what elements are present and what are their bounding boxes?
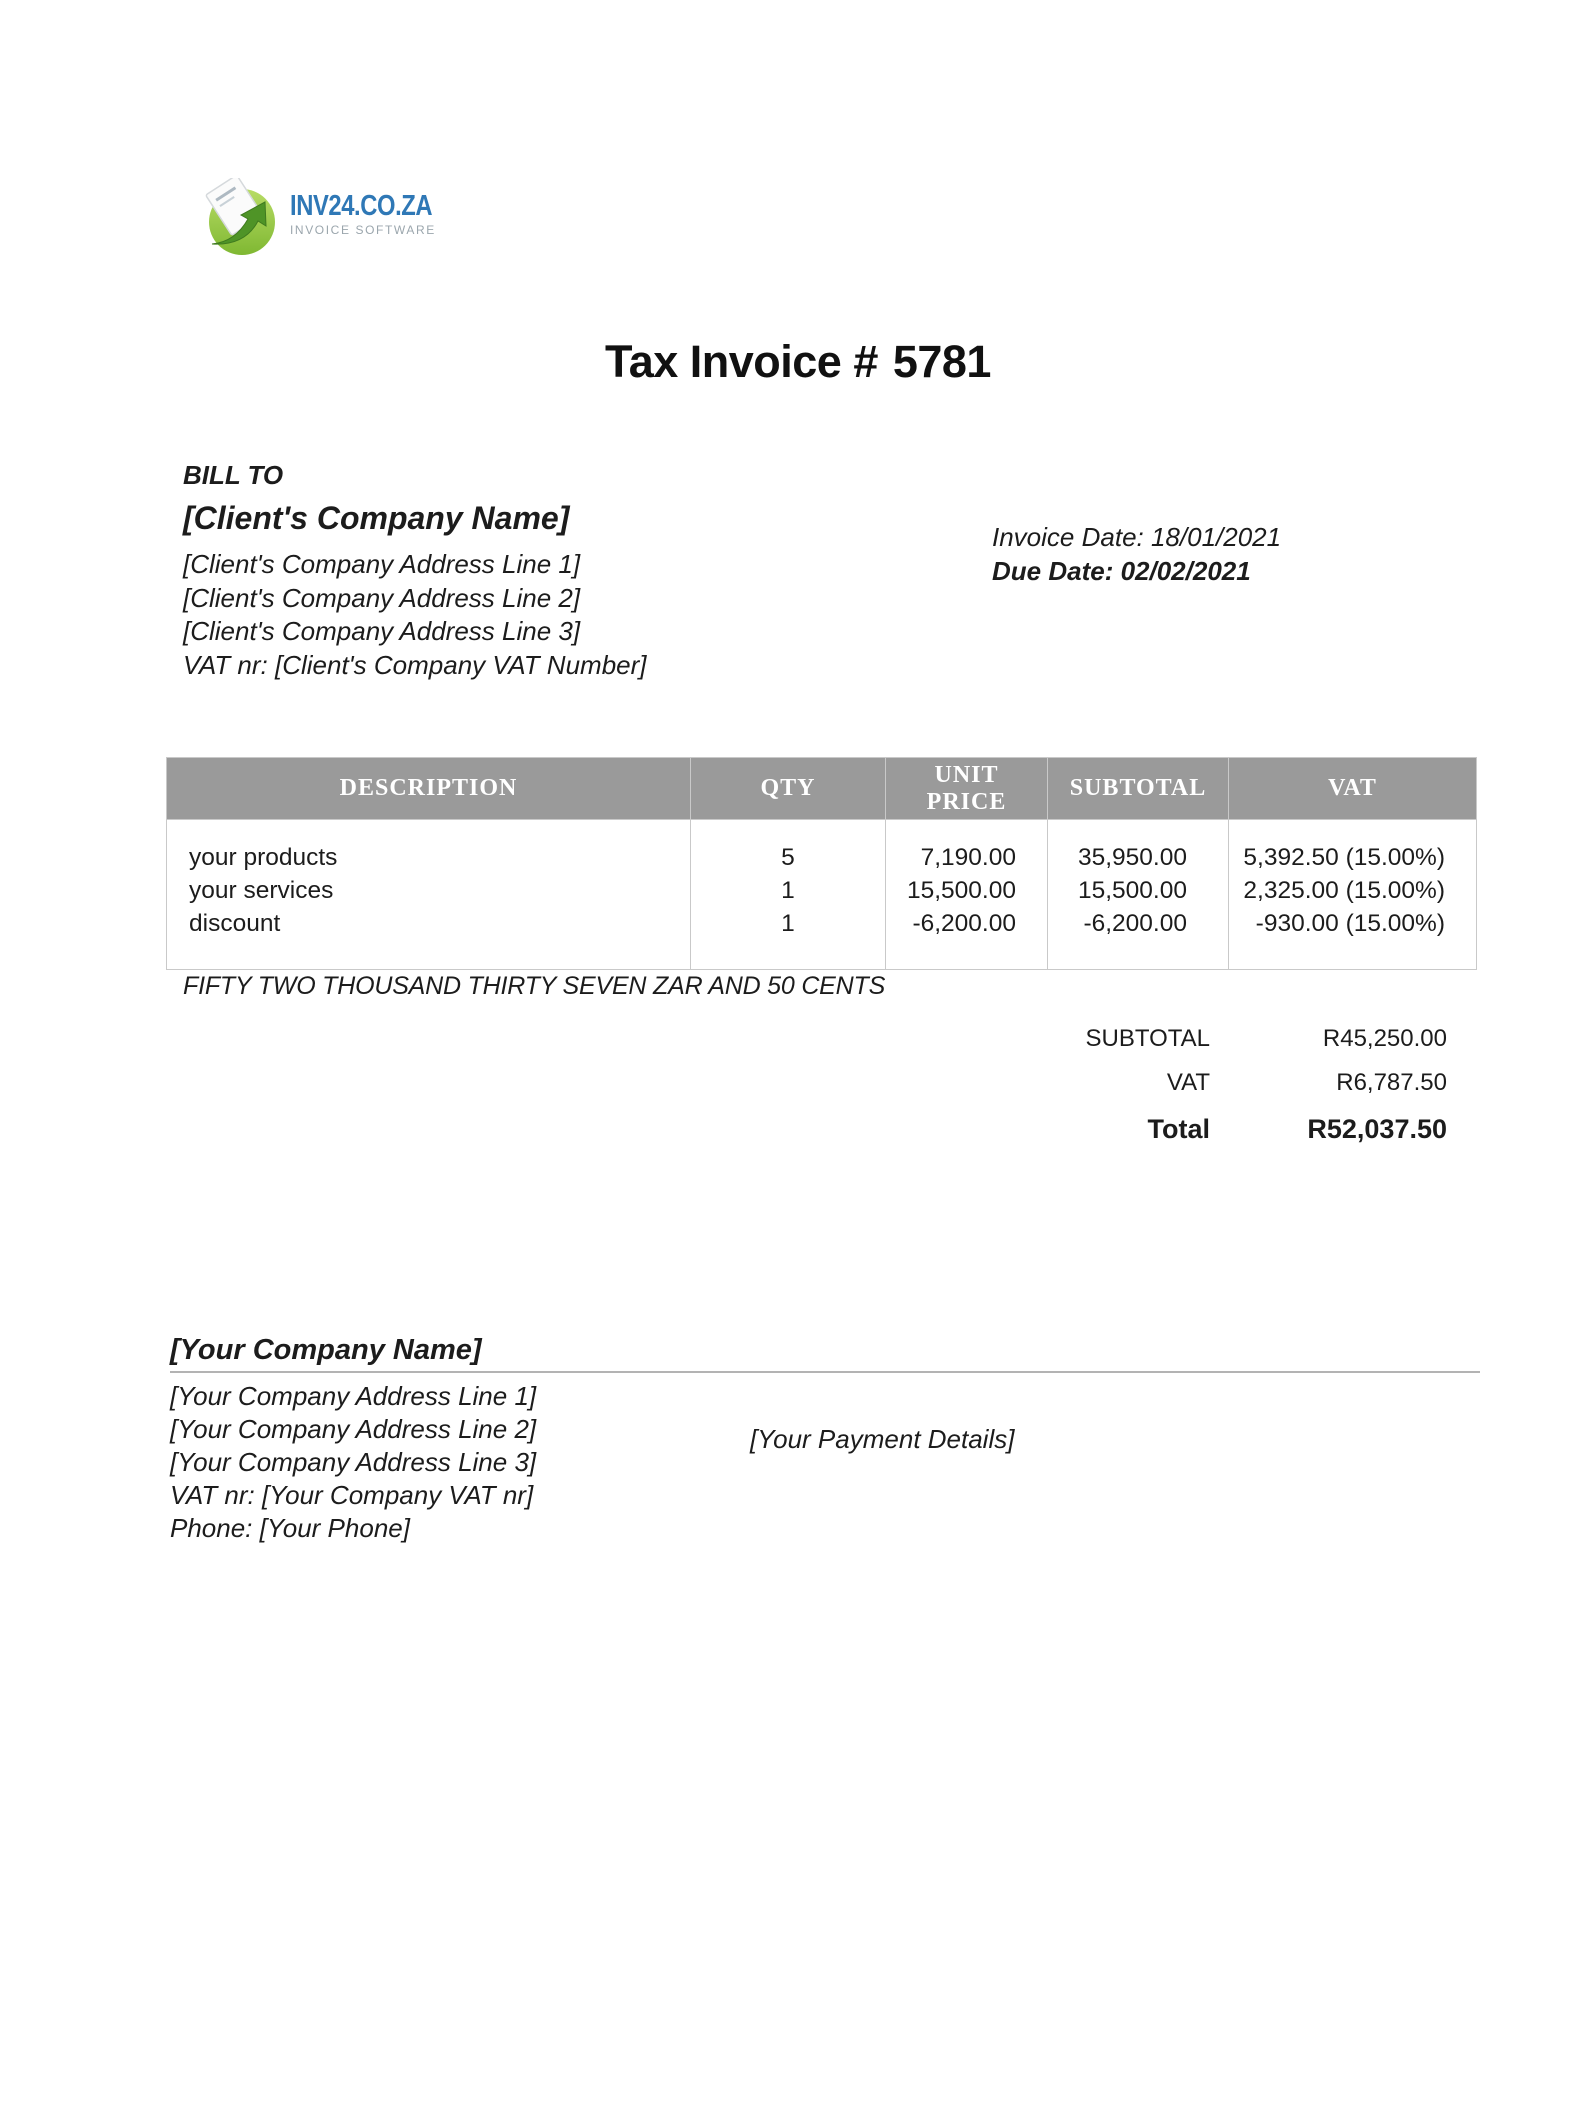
page-title <box>0 336 1596 388</box>
company-vat-line: VAT nr: [Your Company VAT nr] <box>170 1480 534 1510</box>
vat-value: R6,787.50 <box>1336 1069 1447 1096</box>
table-filler-row <box>167 940 1477 970</box>
invoice-number: 5781 <box>892 336 991 387</box>
col-header-unit-price: UNIT PRICE <box>886 758 1048 820</box>
item-unit-price: 7,190.00 <box>886 820 1048 875</box>
col-header-subtotal: SUBTOTAL <box>1048 758 1229 820</box>
col-header-vat: VAT <box>1229 758 1477 820</box>
divider <box>170 1371 1480 1373</box>
company-phone-line: Phone: [Your Phone] <box>170 1513 410 1543</box>
company-name: [Your Company Name] <box>170 1334 482 1366</box>
item-subtotal: -6,200.00 <box>1048 907 1229 940</box>
table-row <box>167 907 1477 940</box>
subtotal-label: SUBTOTAL <box>1085 1025 1210 1052</box>
table-header-row <box>167 758 1477 820</box>
client-address-line-2: [Client's Company Address Line 2] <box>183 582 581 613</box>
item-qty: 1 <box>691 907 886 940</box>
item-description: discount <box>167 907 691 940</box>
total-row <box>900 1112 1447 1146</box>
total-label: Total <box>1147 1114 1210 1144</box>
item-unit-price: -6,200.00 <box>886 907 1048 940</box>
table-row <box>167 874 1477 907</box>
logo-tagline: INVOICE SOFTWARE <box>290 223 436 237</box>
invoice-date: Invoice Date: 18/01/2021 <box>992 522 1282 552</box>
items-table <box>166 757 1477 970</box>
company-address-line-2: [Your Company Address Line 2] <box>170 1414 537 1444</box>
total-value: R52,037.50 <box>1307 1114 1447 1144</box>
client-address-line-3: [Client's Company Address Line 3] <box>183 616 581 646</box>
table-row <box>167 820 1477 875</box>
vat-label: VAT <box>1166 1069 1210 1096</box>
client-vat-line: VAT nr: [Client's Company VAT Number] <box>183 649 647 680</box>
item-subtotal: 15,500.00 <box>1048 874 1229 907</box>
amount-in-words: FIFTY TWO THOUSAND THIRTY SEVEN ZAR AND 50 CENTS <box>183 972 886 1000</box>
logo-name: INV24.CO.ZA <box>290 190 433 222</box>
logo-text <box>290 191 463 260</box>
item-vat: 2,325.00 (15.00%) <box>1229 874 1477 907</box>
payment-details: [Your Payment Details] <box>750 1424 1015 1454</box>
due-date: Due Date: 02/02/2021 <box>992 556 1251 586</box>
logo <box>203 178 463 260</box>
item-qty: 5 <box>691 820 886 875</box>
totals-section <box>900 1024 1447 1160</box>
item-subtotal: 35,950.00 <box>1048 820 1229 875</box>
col-header-qty: QTY <box>691 758 886 820</box>
bill-to-section <box>183 460 647 682</box>
subtotal-value: R45,250.00 <box>1322 1025 1447 1052</box>
item-description: your services <box>167 874 691 907</box>
bill-to-label: BILL TO <box>183 460 284 490</box>
item-vat: 5,392.50 (15.00%) <box>1229 820 1477 875</box>
vat-row <box>900 1068 1447 1098</box>
col-header-description: DESCRIPTION <box>167 758 691 820</box>
company-address-line-3: [Your Company Address Line 3] <box>170 1447 537 1477</box>
dates-section <box>992 520 1281 588</box>
item-qty: 1 <box>691 874 886 907</box>
item-unit-price: 15,500.00 <box>886 874 1048 907</box>
client-address-line-1: [Client's Company Address Line 1] <box>183 549 581 579</box>
logo-icon <box>203 178 283 260</box>
subtotal-row <box>900 1024 1447 1054</box>
item-description: your products <box>167 820 691 875</box>
client-company-name: [Client's Company Name] <box>183 500 570 536</box>
company-address-line-1: [Your Company Address Line 1] <box>170 1381 537 1411</box>
invoice-title-prefix: Tax Invoice # <box>605 336 878 387</box>
item-vat: -930.00 (15.00%) <box>1229 907 1477 940</box>
